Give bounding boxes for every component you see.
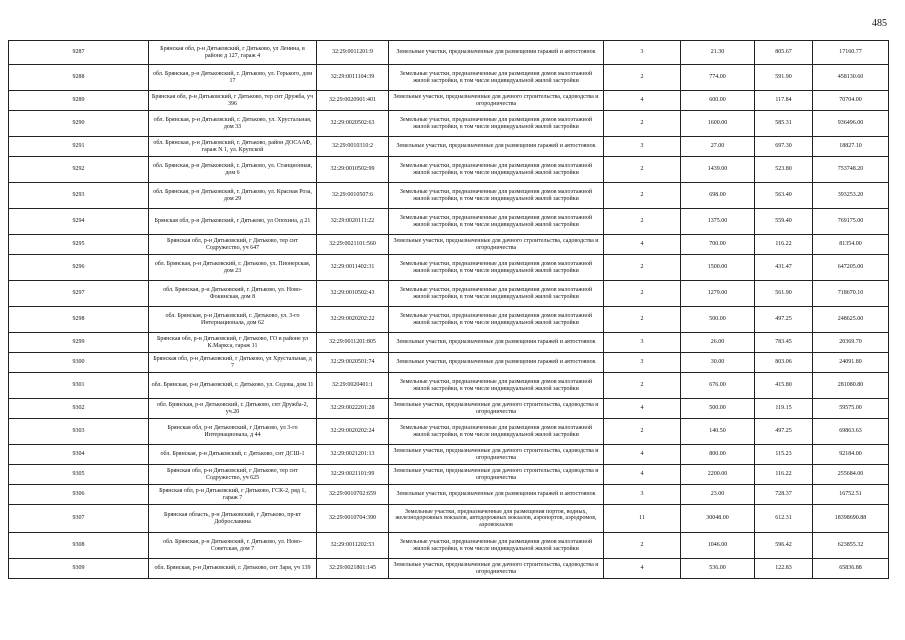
cell-parcel-number: 9289: [9, 91, 149, 111]
cell-area: 1279.00: [681, 281, 755, 307]
cell-cadastral-value: 69863.63: [813, 419, 889, 445]
cell-cadastral-value: 92184.00: [813, 445, 889, 465]
cell-specific-value: 728.37: [755, 485, 813, 505]
cell-use-group: 2: [604, 281, 681, 307]
table-row: [9, 65, 889, 91]
cell-land-use: Земельные участки, предназначенные для размещения домов малоэтажной жилой застройки, в том числе индивидуальной жилой застройки: [389, 209, 604, 235]
cell-use-group: 4: [604, 465, 681, 485]
cell-cadastral-value: 24091.80: [813, 353, 889, 373]
cell-area: 26.00: [681, 333, 755, 353]
cell-address: Брянская обл, р-н Дятьковский, г Дятьково, ул 3-го Интернационала, д 44: [149, 419, 317, 445]
cell-specific-value: 497.25: [755, 307, 813, 333]
cell-cadastral-value: 458130.60: [813, 65, 889, 91]
cell-land-use: Земельные участки, предназначенные для размещения домов малоэтажной жилой застройки, в том числе индивидуальной жилой застройки: [389, 255, 604, 281]
cell-parcel-number: 9288: [9, 65, 149, 91]
cell-use-group: 3: [604, 485, 681, 505]
cell-specific-value: 415.80: [755, 373, 813, 399]
cell-area: 30.00: [681, 353, 755, 373]
cell-area: 1500.00: [681, 255, 755, 281]
cell-cadastral-value: 16752.51: [813, 485, 889, 505]
cell-specific-value: 697.30: [755, 137, 813, 157]
cell-cadastral-number: 32:29:0011402:31: [317, 255, 389, 281]
cell-address: обл. Брянская, р-н Дятьковский, г. Дятьково, ул. Хрустальная, дом 33: [149, 111, 317, 137]
cell-specific-value: 116.22: [755, 465, 813, 485]
cell-land-use: Земельные участки, предназначенные для размещения домов малоэтажной жилой застройки, в том числе индивидуальной жилой застройки: [389, 373, 604, 399]
cell-address: Брянская обл, р-н Дятьковский, г Дятьково, ул Хрустальная, д 7: [149, 353, 317, 373]
table-row: [9, 307, 889, 333]
cell-area: 698.00: [681, 183, 755, 209]
cell-area: 27.00: [681, 137, 755, 157]
cell-use-group: 4: [604, 445, 681, 465]
page-number: 485: [872, 18, 887, 29]
cell-area: 1375.00: [681, 209, 755, 235]
cell-cadastral-number: 32:29:0010502:99: [317, 157, 389, 183]
cell-area: 1046.00: [681, 533, 755, 559]
cell-address: Брянская обл, р-н Дятьковский, г Дятьково, тер снт Содружество, уч 647: [149, 235, 317, 255]
cell-land-use: Земельные участки, предназначенные для размещения домов малоэтажной жилой застройки, в том числе индивидуальной жилой застройки: [389, 419, 604, 445]
table-row: [9, 373, 889, 399]
table-row: [9, 137, 889, 157]
cell-address: Брянская обл, р-н Дятьковский, г Дятьково, ГО в районе ул К.Маркса, гараж 11: [149, 333, 317, 353]
cell-parcel-number: 9298: [9, 307, 149, 333]
cell-cadastral-value: 248625.00: [813, 307, 889, 333]
cell-use-group: 2: [604, 255, 681, 281]
cell-area: 800.00: [681, 445, 755, 465]
table-row: [9, 353, 889, 373]
cell-land-use: Земельные участки, предназначенные для дачного строительства, садоводства и огородничества: [389, 91, 604, 111]
cell-cadastral-value: 70704.00: [813, 91, 889, 111]
cell-use-group: 2: [604, 533, 681, 559]
cell-cadastral-value: 623855.32: [813, 533, 889, 559]
cell-cadastral-number: 32:29:0020111:22: [317, 209, 389, 235]
cell-land-use: Земельные участки, предназначенные для размещения портов, водных, железнодорожных вокзалов, автодорожных вокзалов, аэропортов, аэродромов, аэровокзалов: [389, 505, 604, 533]
cell-cadastral-number: 32:29:0011201:805: [317, 333, 389, 353]
cell-cadastral-value: 59575.00: [813, 399, 889, 419]
table-row: [9, 41, 889, 65]
cell-specific-value: 523.80: [755, 157, 813, 183]
table-row: [9, 333, 889, 353]
cell-cadastral-value: 17160.77: [813, 41, 889, 65]
cell-land-use: Земельные участки, предназначенные для дачного строительства, садоводства и огородничества: [389, 399, 604, 419]
cell-address: обл. Брянская, р-н Дятьковский, г. Дятьково, ул. Ново-Фокинская, дом 8: [149, 281, 317, 307]
cell-parcel-number: 9295: [9, 235, 149, 255]
cell-area: 1439.00: [681, 157, 755, 183]
cell-area: 1600.00: [681, 111, 755, 137]
cell-area: 600.00: [681, 91, 755, 111]
cell-parcel-number: 9294: [9, 209, 149, 235]
cell-use-group: 2: [604, 111, 681, 137]
cell-address: обл. Брянская, р-н Дятьковский, г. Дятьково, ул. Пионерская, дом 23: [149, 255, 317, 281]
cell-address: Брянская обл, р-н Дятьковский, г Дятьково, тер снт Дружба, уч 396: [149, 91, 317, 111]
table-row: [9, 445, 889, 465]
table-row: [9, 399, 889, 419]
cell-cadastral-number: 32:29:0020401:1: [317, 373, 389, 399]
cell-address: обл. Брянская, р-н Дятьковский, г. Дятьково, снт Дружба-2, уч.20: [149, 399, 317, 419]
cell-area: 500.00: [681, 307, 755, 333]
cell-address: обл. Брянская, р-н Дятьковский, г. Дятьково, снт ДСШ-1: [149, 445, 317, 465]
cell-area: 500.00: [681, 399, 755, 419]
cell-parcel-number: 9297: [9, 281, 149, 307]
cell-land-use: Земельные участки, предназначенные для размещения гаражей и автостоянок: [389, 333, 604, 353]
cell-parcel-number: 9293: [9, 183, 149, 209]
cell-parcel-number: 9299: [9, 333, 149, 353]
cell-specific-value: 591.90: [755, 65, 813, 91]
cell-address: обл. Брянская, р-н Дятьковский, г. Дятьково, ул. Горького, дом 17: [149, 65, 317, 91]
cell-cadastral-value: 647205.00: [813, 255, 889, 281]
cell-cadastral-value: 255684.00: [813, 465, 889, 485]
cell-specific-value: 563.40: [755, 183, 813, 209]
cell-cadastral-number: 32:29:0020202:22: [317, 307, 389, 333]
cell-parcel-number: 9291: [9, 137, 149, 157]
cell-address: Брянская область, р-н Дятьковский, г Дятьково, пр-кт Доброславина: [149, 505, 317, 533]
table-row: [9, 235, 889, 255]
cell-cadastral-number: 32:29:0011201:9: [317, 41, 389, 65]
cell-address: обл. Брянская, р-н Дятьковский, г. Дятьково, ул. Ново-Советская, дом 7: [149, 533, 317, 559]
cell-cadastral-number: 32:29:0022201:28: [317, 399, 389, 419]
cell-area: 774.00: [681, 65, 755, 91]
cell-land-use: Земельные участки, предназначенные для размещения гаражей и автостоянок: [389, 485, 604, 505]
cell-land-use: Земельные участки, предназначенные для размещения домов малоэтажной жилой застройки, в том числе индивидуальной жилой застройки: [389, 65, 604, 91]
cell-use-group: 2: [604, 65, 681, 91]
table-row: [9, 505, 889, 533]
cell-use-group: 3: [604, 333, 681, 353]
cell-area: 30048.00: [681, 505, 755, 533]
cell-land-use: Земельные участки, предназначенные для размещения гаражей и автостоянок: [389, 137, 604, 157]
cell-use-group: 2: [604, 307, 681, 333]
table-row: [9, 209, 889, 235]
cell-address: обл. Брянская, р-н Дятьковский, г. Дятьково, ул. 3-го Интернационала, дом 62: [149, 307, 317, 333]
cell-use-group: 4: [604, 91, 681, 111]
cell-cadastral-number: 32:29:0010507:6: [317, 183, 389, 209]
cell-land-use: Земельные участки, предназначенные для размещения домов малоэтажной жилой застройки, в том числе индивидуальной жилой застройки: [389, 111, 604, 137]
cell-cadastral-number: 32:29:0021201:13: [317, 445, 389, 465]
cell-cadastral-value: 20369.70: [813, 333, 889, 353]
cell-cadastral-number: 32:29:0010310:2: [317, 137, 389, 157]
cell-use-group: 3: [604, 137, 681, 157]
cell-specific-value: 119.15: [755, 399, 813, 419]
cell-cadastral-number: 32:29:0021801:145: [317, 559, 389, 579]
cell-cadastral-value: 393253.20: [813, 183, 889, 209]
cell-address: обл. Брянская, р-н Дятьковский, г. Дятьково, ул. Станционная, дом 6: [149, 157, 317, 183]
table-row: [9, 485, 889, 505]
cell-area: 676.00: [681, 373, 755, 399]
cell-use-group: 11: [604, 505, 681, 533]
cell-specific-value: 497.25: [755, 419, 813, 445]
cell-land-use: Земельные участки, предназначенные для размещения домов малоэтажной жилой застройки, в том числе индивидуальной жилой застройки: [389, 533, 604, 559]
cell-cadastral-value: 18827.10: [813, 137, 889, 157]
cell-cadastral-number: 32:29:0021101:99: [317, 465, 389, 485]
cell-specific-value: 585.31: [755, 111, 813, 137]
cell-parcel-number: 9305: [9, 465, 149, 485]
cell-address: обл. Брянская, р-н Дятьковский, г. Дятьково, снт Заря, уч 139: [149, 559, 317, 579]
cell-cadastral-number: 32:29:0020502:63: [317, 111, 389, 137]
cell-cadastral-number: 32:29:0010702:659: [317, 485, 389, 505]
cell-area: 140.50: [681, 419, 755, 445]
cell-land-use: Земельные участки, предназначенные для дачного строительства, садоводства и огородничества: [389, 445, 604, 465]
cell-area: 2200.00: [681, 465, 755, 485]
cell-parcel-number: 9301: [9, 373, 149, 399]
table-row: [9, 111, 889, 137]
cell-parcel-number: 9300: [9, 353, 149, 373]
cell-land-use: Земельные участки, предназначенные для дачного строительства, садоводства и огородничества: [389, 559, 604, 579]
cell-cadastral-number: 32:29:0010502:43: [317, 281, 389, 307]
table-row: [9, 281, 889, 307]
cell-address: Брянская обл, р-н Дятьковский, г Дятьково, ул Ленина, в районе д 127, гараж 4: [149, 41, 317, 65]
cell-parcel-number: 9307: [9, 505, 149, 533]
cell-specific-value: 612.31: [755, 505, 813, 533]
cell-area: 23.00: [681, 485, 755, 505]
cell-parcel-number: 9296: [9, 255, 149, 281]
table-row: [9, 183, 889, 209]
table-row: [9, 559, 889, 579]
cell-use-group: 2: [604, 183, 681, 209]
cell-use-group: 3: [604, 353, 681, 373]
cell-cadastral-number: 32:29:0020901:401: [317, 91, 389, 111]
cell-specific-value: 116.22: [755, 235, 813, 255]
cell-parcel-number: 9302: [9, 399, 149, 419]
cell-cadastral-number: 32:29:0011104:39: [317, 65, 389, 91]
cell-area: 21.30: [681, 41, 755, 65]
cell-specific-value: 561.90: [755, 281, 813, 307]
cell-specific-value: 805.67: [755, 41, 813, 65]
cell-specific-value: 431.47: [755, 255, 813, 281]
table-row: [9, 533, 889, 559]
table-row: [9, 91, 889, 111]
cell-use-group: 4: [604, 235, 681, 255]
cell-parcel-number: 9287: [9, 41, 149, 65]
cell-parcel-number: 9309: [9, 559, 149, 579]
cell-address: Брянская обл, р-н Дятьковский, г Дятьково, тер снт Содружество, уч 625: [149, 465, 317, 485]
cell-use-group: 3: [604, 41, 681, 65]
cell-use-group: 4: [604, 559, 681, 579]
cell-address: обл. Брянская, р-н Дятьковский, г. Дятьково, ул. Седова, дом 11: [149, 373, 317, 399]
cell-land-use: Земельные участки, предназначенные для размещения домов малоэтажной жилой застройки, в том числе индивидуальной жилой застройки: [389, 183, 604, 209]
cell-use-group: 2: [604, 419, 681, 445]
cell-use-group: 2: [604, 157, 681, 183]
cell-land-use: Земельные участки, предназначенные для дачного строительства, садоводства и огородничества: [389, 465, 604, 485]
table-row: [9, 419, 889, 445]
cell-specific-value: 122.83: [755, 559, 813, 579]
cell-cadastral-value: 769175.00: [813, 209, 889, 235]
cell-cadastral-number: 32:29:0020501:74: [317, 353, 389, 373]
table-row: [9, 255, 889, 281]
cell-specific-value: 783.45: [755, 333, 813, 353]
cell-cadastral-value: 753748.20: [813, 157, 889, 183]
cell-cadastral-number: 32:29:0020202:24: [317, 419, 389, 445]
cell-cadastral-value: 936496.00: [813, 111, 889, 137]
cell-specific-value: 117.84: [755, 91, 813, 111]
cell-parcel-number: 9304: [9, 445, 149, 465]
cell-cadastral-number: 32:29:0011202:53: [317, 533, 389, 559]
cell-land-use: Земельные участки, предназначенные для размещения гаражей и автостоянок: [389, 353, 604, 373]
cell-cadastral-number: 32:29:0021101:560: [317, 235, 389, 255]
cell-area: 536.00: [681, 559, 755, 579]
cell-address: обл. Брянская, р-н Дятьковский, г. Дятьково, ул. Красная Роза, дом 29: [149, 183, 317, 209]
cell-land-use: Земельные участки, предназначенные для дачного строительства, садоводства и огородничества: [389, 235, 604, 255]
cell-area: 700.00: [681, 235, 755, 255]
cell-use-group: 2: [604, 209, 681, 235]
cell-address: Брянская обл, р-н Дятьковский, г Дятьково, ул Опохина, д 21: [149, 209, 317, 235]
cell-parcel-number: 9290: [9, 111, 149, 137]
cell-cadastral-value: 81354.00: [813, 235, 889, 255]
cell-cadastral-value: 18398690.88: [813, 505, 889, 533]
cell-address: Брянская обл, р-н Дятьковский, г Дятьково, ГСК-2, ряд 1, гараж 7: [149, 485, 317, 505]
cell-land-use: Земельные участки, предназначенные для размещения домов малоэтажной жилой застройки, в том числе индивидуальной жилой застройки: [389, 157, 604, 183]
cell-use-group: 4: [604, 399, 681, 419]
table-row: [9, 465, 889, 485]
cell-land-use: Земельные участки, предназначенные для размещения гаражей и автостоянок: [389, 41, 604, 65]
cell-address: обл. Брянская, р-н Дятьковский, г. Дятьково, район ДОСААФ, гараж N 1, ул. Крупской: [149, 137, 317, 157]
cell-cadastral-number: 32:29:0010704:390: [317, 505, 389, 533]
cell-specific-value: 596.42: [755, 533, 813, 559]
cell-parcel-number: 9292: [9, 157, 149, 183]
cell-land-use: Земельные участки, предназначенные для размещения домов малоэтажной жилой застройки, в том числе индивидуальной жилой застройки: [389, 307, 604, 333]
cell-use-group: 2: [604, 373, 681, 399]
table-row: [9, 157, 889, 183]
cell-land-use: Земельные участки, предназначенные для размещения домов малоэтажной жилой застройки, в том числе индивидуальной жилой застройки: [389, 281, 604, 307]
cell-parcel-number: 9306: [9, 485, 149, 505]
cell-cadastral-value: 281080.80: [813, 373, 889, 399]
cell-parcel-number: 9303: [9, 419, 149, 445]
cadastral-value-table: [8, 40, 889, 579]
cell-cadastral-value: 65836.88: [813, 559, 889, 579]
cell-specific-value: 559.40: [755, 209, 813, 235]
cell-cadastral-value: 718670.10: [813, 281, 889, 307]
cell-specific-value: 115.23: [755, 445, 813, 465]
cell-parcel-number: 9308: [9, 533, 149, 559]
cell-specific-value: 803.06: [755, 353, 813, 373]
